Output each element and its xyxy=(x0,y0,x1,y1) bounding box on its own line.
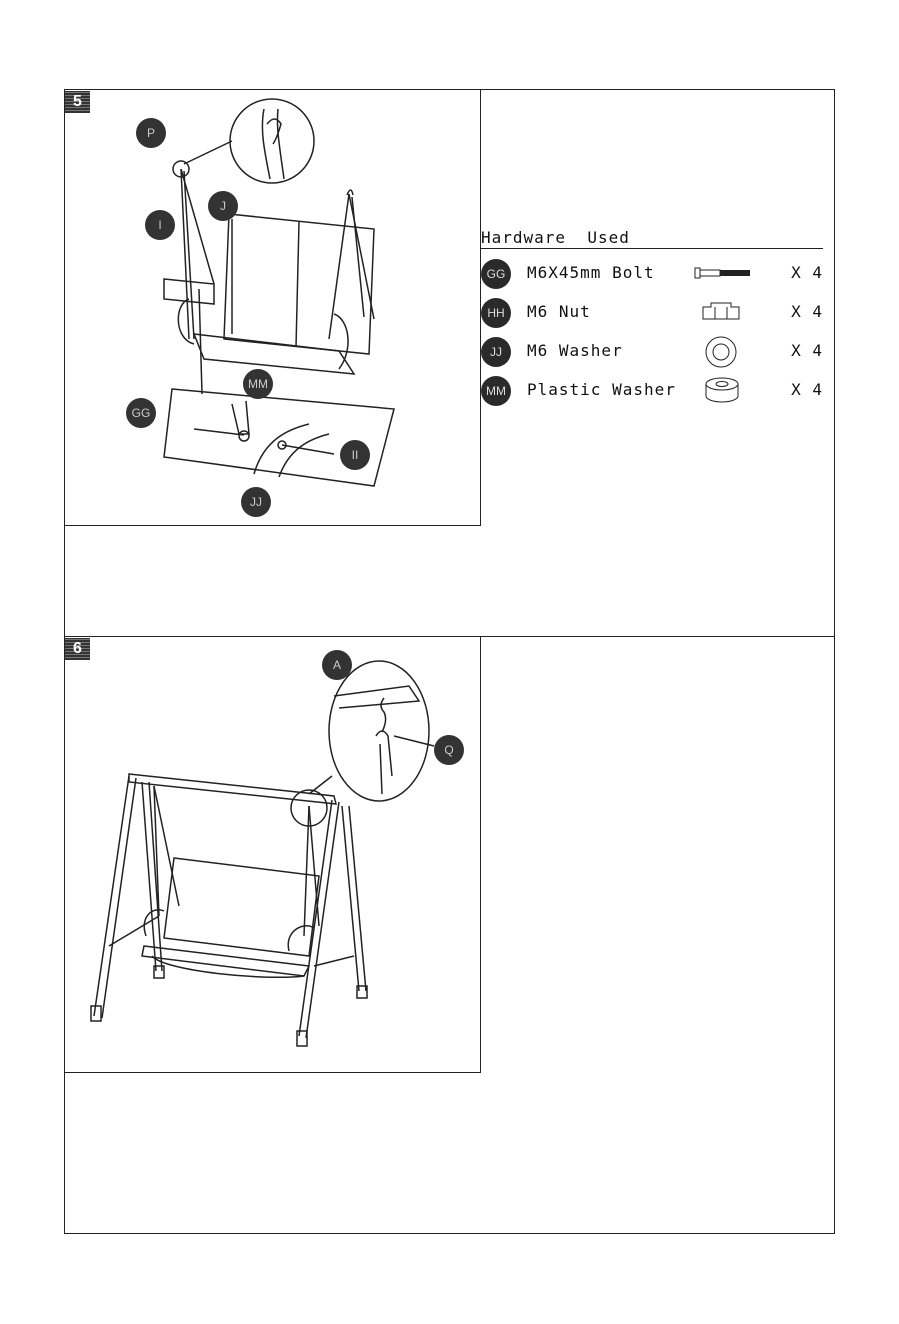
step-6-number: 6 xyxy=(65,638,90,660)
hardware-row-nut xyxy=(481,288,823,327)
hardware-name: M6X45mm Bolt xyxy=(527,263,655,282)
callout-p: P xyxy=(136,118,166,148)
callout-ii: II xyxy=(340,440,370,470)
hardware-qty: X 4 xyxy=(791,380,823,399)
hardware-used-list xyxy=(481,228,823,405)
hardware-row-bolt xyxy=(481,249,823,288)
hardware-name: Plastic Washer xyxy=(527,380,676,399)
callout-q: Q xyxy=(434,735,464,765)
callout-j: J xyxy=(208,191,238,221)
nut-icon xyxy=(701,301,741,321)
callout-gg: GG xyxy=(126,398,156,428)
hardware-qty: X 4 xyxy=(791,341,823,360)
hardware-label: GG xyxy=(481,259,511,289)
hardware-used-title: Hardware Used xyxy=(481,228,823,249)
hardware-name: M6 Washer xyxy=(527,341,623,360)
hardware-qty: X 4 xyxy=(791,302,823,321)
bolt-icon xyxy=(694,266,754,280)
hardware-label: HH xyxy=(481,298,511,328)
step-5-number: 5 xyxy=(65,91,90,113)
callout-i: I xyxy=(145,210,175,240)
plastic-washer-icon xyxy=(703,376,741,404)
hardware-qty: X 4 xyxy=(791,263,823,282)
step-5-seat-assembly-drawing xyxy=(64,89,481,526)
hardware-row-plastic-washer xyxy=(481,366,823,405)
washer-icon xyxy=(704,335,738,369)
hardware-label: JJ xyxy=(481,337,511,367)
hardware-name: M6 Nut xyxy=(527,302,591,321)
step-6-swing-frame-drawing xyxy=(64,636,481,1073)
callout-jj: JJ xyxy=(241,487,271,517)
hardware-label: MM xyxy=(481,376,511,406)
hardware-row-washer xyxy=(481,327,823,366)
callout-mm: MM xyxy=(243,369,273,399)
callout-a: A xyxy=(322,650,352,680)
